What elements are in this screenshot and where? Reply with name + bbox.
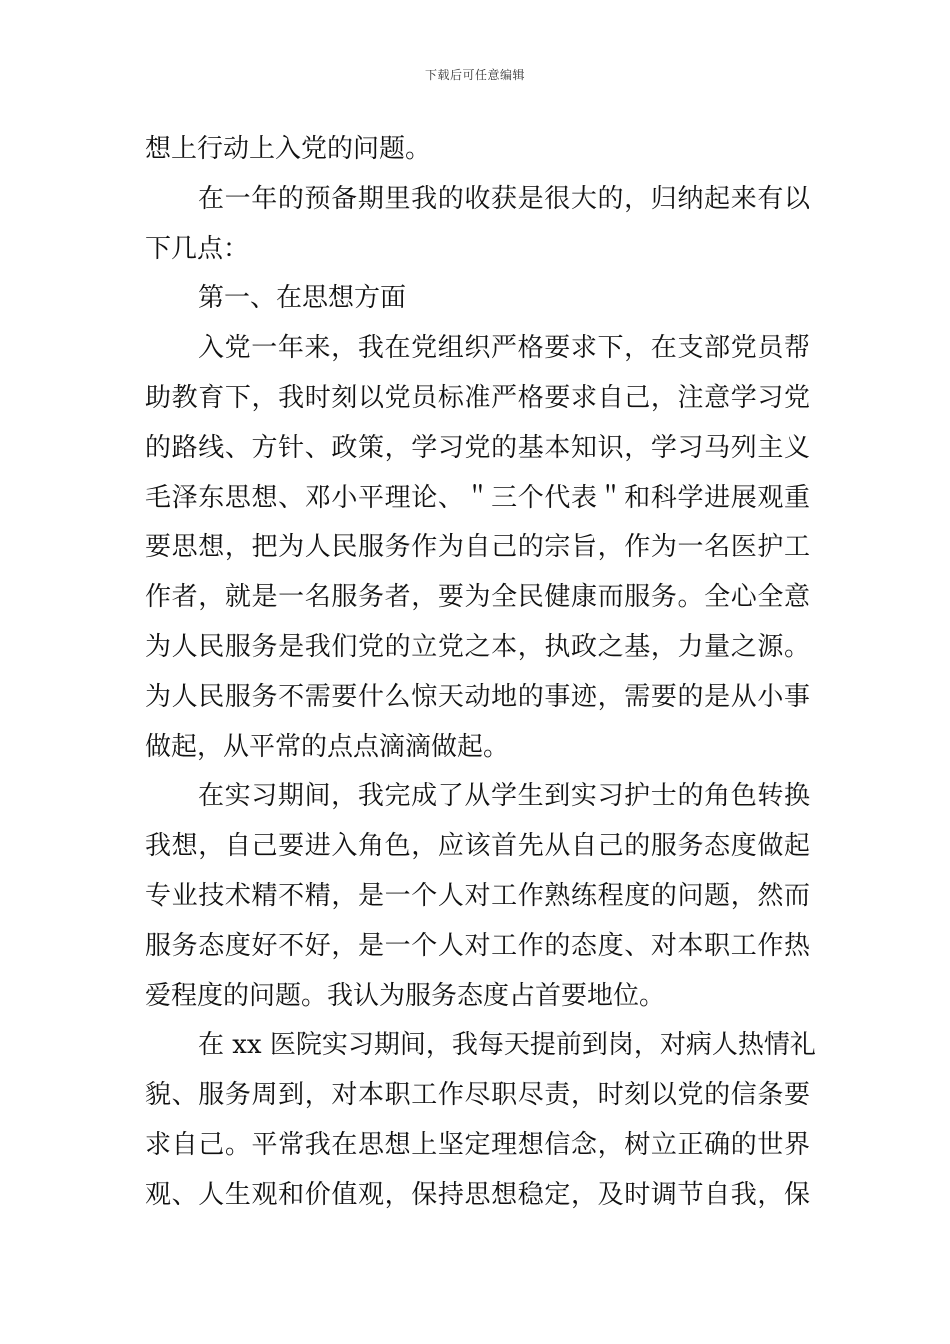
text-line: 的路线、方针、政策，学习党的基本知识，学习马列主义	[145, 432, 810, 463]
text-line: 在一年的预备期里我的收获是很大的，归纳起来有以	[198, 183, 810, 214]
section-heading: 第一、在思想方面	[198, 283, 407, 314]
text-line: 要思想，把为人民服务作为自己的宗旨，作为一名医护工	[145, 532, 810, 563]
text-line: 在实习期间，我完成了从学生到实习护士的角色转换	[198, 781, 810, 812]
text-line: 为人民服务是我们党的立党之本，执政之基，力量之源。	[145, 631, 810, 662]
text-line: 我想，自己要进入角色，应该首先从自己的服务态度做起	[145, 831, 810, 862]
text-line: 观、人生观和价值观，保持思想稳定，及时调节自我，保	[145, 1179, 810, 1210]
page-header-note: 下载后可任意编辑	[424, 68, 525, 82]
text-line: 在 xx 医院实习期间，我每天提前到岗，对病人热情礼	[198, 1030, 816, 1061]
text-line: 想上行动上入党的问题。	[145, 134, 432, 164]
text-line: 作者，就是一名服务者，要为全民健康而服务。全心全意	[145, 582, 810, 613]
document-body	[145, 125, 816, 1221]
text-line: 做起，从平常的点点滴滴做起。	[145, 731, 510, 762]
text-line: 助教育下，我时刻以党员标准严格要求自己，注意学习党	[145, 382, 810, 413]
text-line: 爱程度的问题。我认为服务态度占首要地位。	[145, 980, 666, 1011]
text-line: 求自己。平常我在思想上坚定理想信念，树立正确的世界	[145, 1129, 810, 1160]
text-line: 为人民服务不需要什么惊天动地的事迹，需要的是从小事	[145, 681, 810, 712]
text-line: 貌、服务周到，对本职工作尽职尽责，时刻以党的信条要	[145, 1080, 810, 1111]
text-line: 专业技术精不精，是一个人对工作熟练程度的问题，然而	[145, 880, 810, 911]
text-line: 毛泽东思想、邓小平理论、＂三个代表＂和科学进展观重	[145, 482, 810, 513]
text-line: 下几点：	[145, 233, 250, 264]
text-line: 服务态度好不好，是一个人对工作的态度、对本职工作热	[145, 930, 810, 961]
text-line: 入党一年来，我在党组织严格要求下，在支部党员帮	[198, 333, 810, 364]
